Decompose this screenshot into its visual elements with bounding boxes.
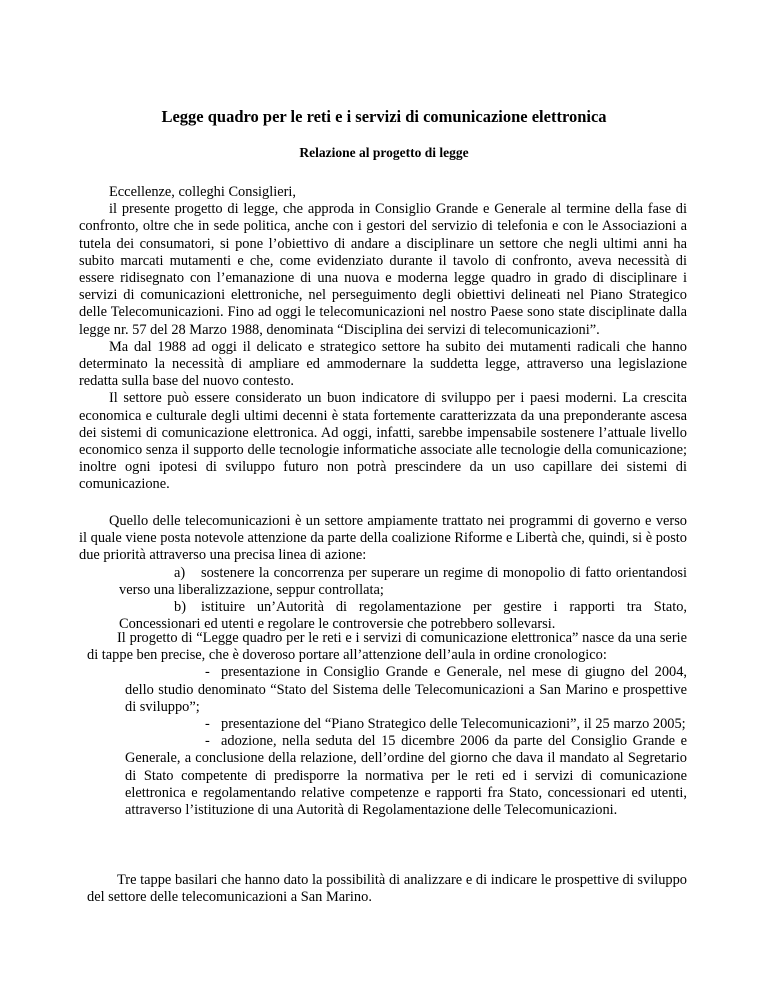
milestone-dash-1: - <box>205 664 210 681</box>
paragraph-1: il presente progetto di legge, che approda in Consiglio Grande e Generale al termine della fase di confronto, oltre che in sede politica, anche con i gestori del servizio di telefonia e con le Associazioni a tutela dei consumatori, si pone l’obiettivo di andare a disciplinare un settore che negli ultimi anni ha subito marcati mutamenti e che, come evidenziato durante il tavolo di confronto, aveva necessità di essere ridisegnato con l’emanazione di una nuova e moderna legge quadro in grado di disciplinare i servizi di comunicazioni elettroniche, nel perseguimento degli obiettivi delineati nel Piano Strategico delle Telecomunicazioni. Fino ad oggi le telecomunicazioni nel nostro Paese sono state disciplinate dalla legge nr. 57 del 28 Marzo 1988, denominata “Disciplina dei servizi di telecomunicazioni”. <box>79 201 687 338</box>
list-marker-b: b) <box>174 599 186 616</box>
paragraph-3: Il settore può essere considerato un buon indicatore di sviluppo per i paesi moderni. La crescita economica e culturale degli ultimi decenni è stata fortemente caratterizzata da una preponderante ascesa dei sistemi di comunicazione elettronica. Ad oggi, infatti, sarebbe impensabile sostenere l’attuale livello economico senza il supporto delle tecnologie informatiche associate alle tecnologie della comunicazione; inoltre ogni ipotesi di sviluppo futuro non potrà prescindere da un uso capillare dei sistemi di comunicazione. <box>79 390 687 493</box>
salutation: Eccellenze, colleghi Consiglieri, <box>109 184 297 200</box>
milestones-section <box>87 630 687 819</box>
document-title: Legge quadro per le reti e i servizi di comunicazione elettronica <box>161 107 607 126</box>
conclusion-section <box>87 872 687 906</box>
milestone-dash-3: - <box>205 733 210 750</box>
list-item-b <box>79 599 687 633</box>
priorities-section <box>79 513 687 633</box>
milestone-text-2: presentazione del “Piano Strategico delle Telecomunicazioni”, il 25 marzo 2005; <box>221 716 686 733</box>
intro-section <box>79 184 687 494</box>
list-item-a <box>79 565 687 599</box>
paragraph-5: Il progetto di “Legge quadro per le reti e i servizi di comunicazione elettronica” nasce da una serie di tappe ben precise, che è doveroso portare all’attenzione dell’aula in ordine cronologico: <box>87 630 687 664</box>
milestone-item-3 <box>87 733 687 819</box>
milestone-dash-2: - <box>205 716 210 733</box>
list-item-b-text: istituire un’Autorità di regolamentazione per gestire i rapporti tra Stato, Concessionari ed utenti e regolare le controversie che potrebbero sollevarsi. <box>119 599 687 633</box>
list-item-a-text: sostenere la concorrenza per superare un regime di monopolio di fatto orientandosi verso una liberalizzazione, seppur controllata; <box>119 564 687 598</box>
document-subtitle: Relazione al progetto di legge <box>299 145 469 160</box>
milestone-item-1 <box>87 664 687 716</box>
list-marker-a: a) <box>174 564 186 581</box>
milestone-item-2 <box>87 716 687 733</box>
paragraph-6: Tre tappe basilari che hanno dato la possibilità di analizzare e di indicare le prospettive di sviluppo del settore delle telecomunicazioni a San Marino. <box>87 872 687 906</box>
paragraph-4: Quello delle telecomunicazioni è un settore ampiamente trattato nei programmi di governo e verso il quale viene posta notevole attenzione da parte della coalizione Riforme e Libertà che, quindi, si è posto due priorità attraverso una precisa linea di azione: <box>79 513 687 564</box>
milestone-text-3: adozione, nella seduta del 15 dicembre 2006 da parte del Consiglio Grande e Generale, a conclusione della relazione, dell’ordine del giorno che dava il mandato al Segretario di Stato competente di predisporre la normativa per le reti ed i servizi di comunicazione elettronica e regolamentando relative competenze e rapporti fra Stato, concessionari ed utenti, attraverso l’istituzione di una Autorità di Regolamentazione delle Telecomunicazioni. <box>125 733 687 819</box>
milestone-text-1: presentazione in Consiglio Grande e Generale, nel mese di giugno del 2004, dello studio denominato “Stato del Sistema delle Telecomunicazioni a San Marino e prospettive di sviluppo”; <box>125 664 687 715</box>
paragraph-2: Ma dal 1988 ad oggi il delicato e strategico settore ha subito dei mutamenti radicali che hanno determinato la necessità di ampliare ed ammodernare la suddetta legge, attraverso una legislazione redatta sulla base del nuovo contesto. <box>79 338 687 390</box>
